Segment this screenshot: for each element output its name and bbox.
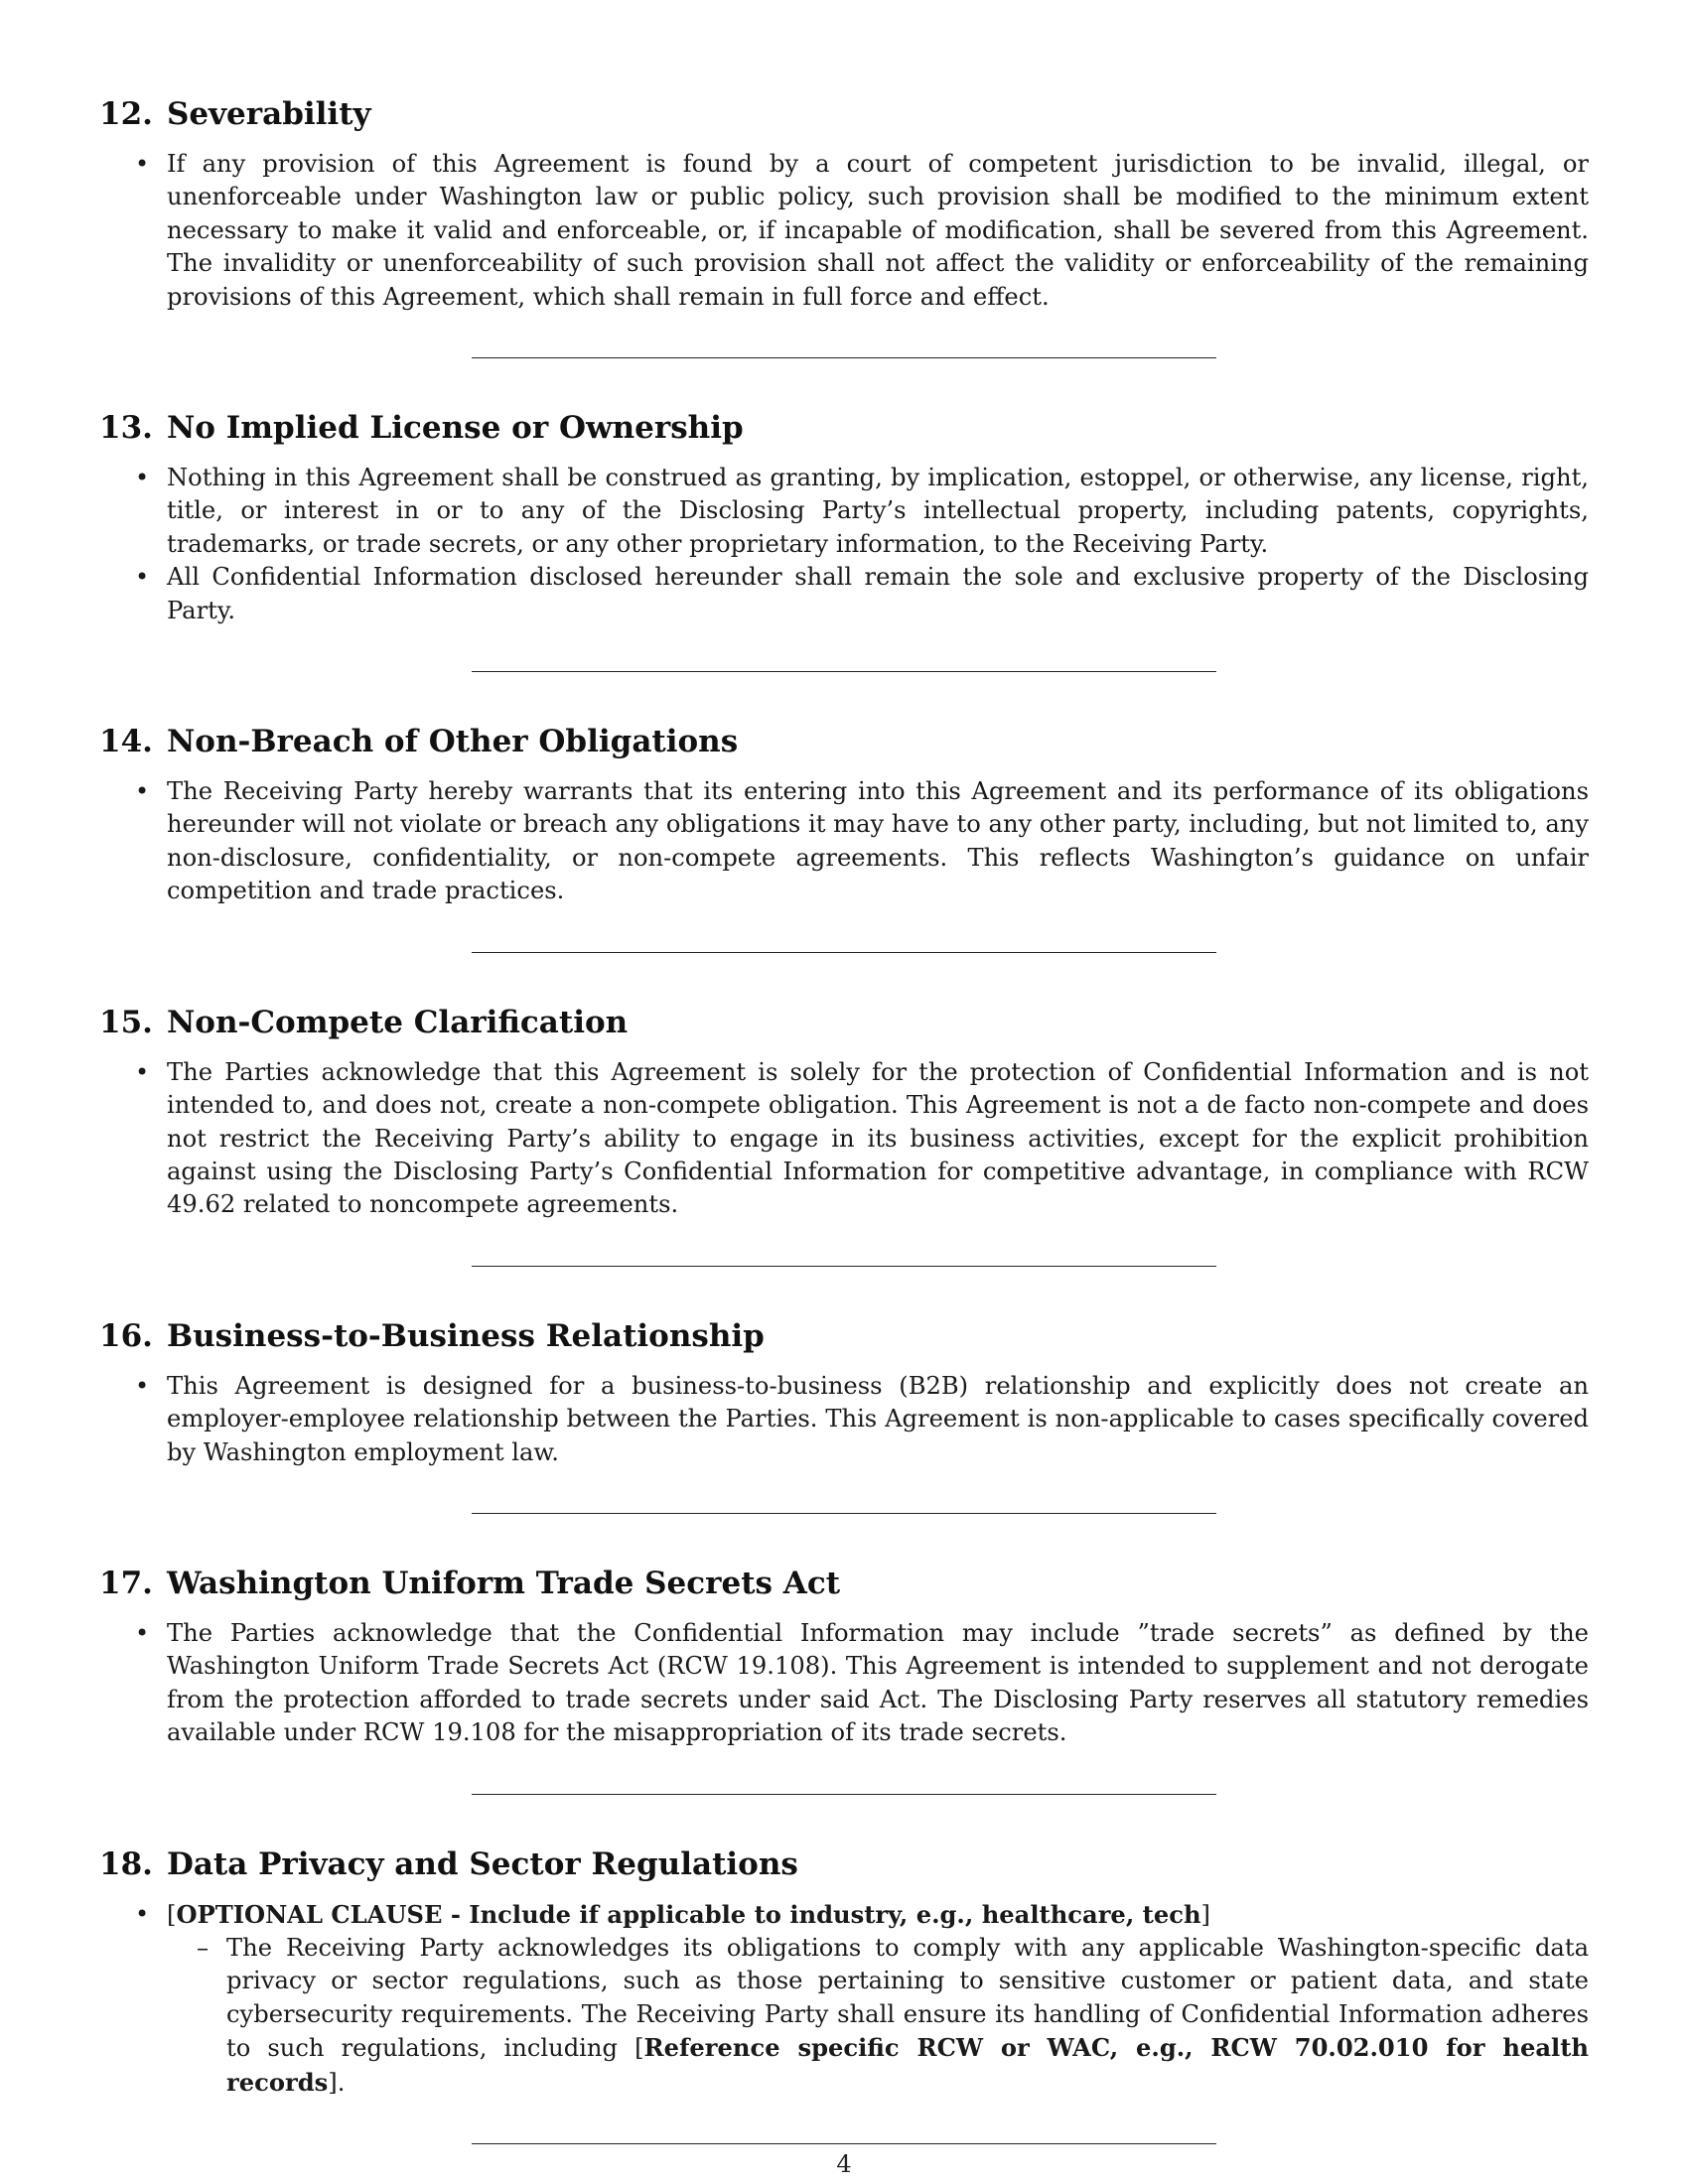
section-title: No Implied License or Ownership <box>166 410 744 447</box>
section-title: Washington Uniform Trade Secrets Act <box>166 1565 841 1601</box>
section-16 <box>99 1316 1589 1514</box>
bullet-list <box>99 775 1589 908</box>
section-number: 18. <box>99 1845 153 1882</box>
section-heading <box>99 1003 1589 1042</box>
optional-clause-label: OPTIONAL CLAUSE - Include if applicable to industry, e.g., healthcare, tech <box>176 1899 1201 1929</box>
section-number: 17. <box>99 1565 153 1601</box>
bullet-list <box>99 1056 1589 1222</box>
section-title: Severability <box>166 96 371 132</box>
section-15 <box>99 1003 1589 1267</box>
section-12 <box>99 94 1589 358</box>
page-number: 4 <box>836 2150 852 2178</box>
bullet-list <box>99 1898 1589 2100</box>
paragraph: This Agreement is designed for a business-to-business (B2B) relationship and explicitly does not create an employer-employee relationship between the Parties. This Agreement is non-applicable to cases specifically covered by Washington employment law. <box>167 1371 1589 1466</box>
paragraph: The Receiving Party hereby warrants that its entering into this Agreement and its performance of its obligations hereunder will not violate or breach any obligations it may have to any other party, including, but not limited to, any non-disclosure, confidentiality, or non-compete agreements. This reflects Washington’s guidance on unfair competition and trade practices. <box>167 777 1589 905</box>
list-item <box>99 148 1589 314</box>
sub-list-item <box>167 1932 1589 2100</box>
section-divider <box>472 2143 1216 2144</box>
section-heading <box>99 1316 1589 1356</box>
list-item <box>99 1617 1589 1750</box>
list-item <box>99 775 1589 908</box>
document-page <box>99 94 1589 2144</box>
bullet-icon: • <box>135 150 150 178</box>
bullet-list <box>99 1617 1589 1750</box>
section-heading <box>99 722 1589 761</box>
list-item <box>99 1056 1589 1222</box>
bracket-open: [ <box>167 1900 177 1929</box>
bullet-list <box>99 148 1589 314</box>
section-heading <box>99 408 1589 448</box>
section-heading <box>99 1844 1589 1884</box>
paragraph: If any provision of this Agreement is found by a court of competent jurisdiction to be invalid, illegal, or unenforceable under Washington law or public policy, such provision shall be modified to the minimum extent necessary to make it valid and enforceable, or, if incapable of modification, shall be severed from this Agreement. The invalidity or unenforceability of such provision shall not affect the validity or enforceability of the remaining provisions of this Agreement, which shall remain in full force and effect. <box>167 150 1589 311</box>
bullet-icon: • <box>135 1371 150 1400</box>
section-14 <box>99 722 1589 953</box>
paragraph: The Parties acknowledge that the Confidential Information may include ”trade secrets” as defined by the Washington Uniform Trade Secrets Act (RCW 19.108). This Agreement is intended to supplement and not derogate from the protection afforded to trade secrets under said Act. The Disclosing Party reserves all statutory remedies available under RCW 19.108 for the misappropriation of its trade secrets. <box>167 1618 1589 1747</box>
list-item <box>99 1898 1589 2100</box>
section-number: 13. <box>99 410 153 447</box>
section-heading <box>99 1564 1589 1603</box>
section-title: Business-to-Business Relationship <box>166 1317 765 1354</box>
sub-list <box>167 1932 1589 2100</box>
list-item <box>99 1370 1589 1469</box>
sub-paragraph-end: ]. <box>328 2068 346 2097</box>
bullet-icon: • <box>135 777 150 806</box>
paragraph: Nothing in this Agreement shall be construed as granting, by implication, estoppel, or otherwise, any license, right, title, or interest in or to any of the Disclosing Party’s intellectual property, including patents, copyrights, trademarks, or trade secrets, or any other proprietary information, to the Receiving Party. <box>167 464 1589 558</box>
bracket-close: ] <box>1200 1900 1210 1929</box>
paragraph: The Parties acknowledge that this Agreement is solely for the protection of Confidential Information and is not intended to, and does not, create a non-compete obligation. This Agreement is not a de facto non-compete and does not restrict the Receiving Party’s ability to engage in its business activities, except for the explicit prohibition against using the Disclosing Party’s Confidential Information for competitive advantage, in compliance with RCW 49.62 related to noncompete agreements. <box>167 1057 1589 1219</box>
section-title: Data Privacy and Sector Regulations <box>166 1845 798 1882</box>
bullet-icon: • <box>135 563 150 592</box>
section-title: Non-Breach of Other Obligations <box>166 724 739 760</box>
section-13 <box>99 408 1589 672</box>
list-item <box>99 561 1589 627</box>
reference-placeholder: Reference specific RCW or WAC, e.g., RCW 70.02.010 for health records <box>226 2033 1589 2097</box>
paragraph: All Confidential Information disclosed hereunder shall remain the sole and exclusive property of the Disclosing Party. <box>167 563 1589 624</box>
bullet-icon: • <box>135 1057 150 1086</box>
sub-paragraph: The Receiving Party acknowledges its obligations to comply with any applicable Washington-specific data privacy or sector regulations, such as those pertaining to sensitive customer or patient data, and state cybersecurity requirements. The Receiving Party shall ensure its handling of Confidential Information adheres to such regulations, including [ <box>226 1933 1589 2063</box>
section-heading <box>99 94 1589 134</box>
bullet-list <box>99 462 1589 627</box>
bullet-list <box>99 1370 1589 1469</box>
bullet-icon: • <box>135 1899 150 1928</box>
dash-icon: – <box>197 1933 210 1962</box>
section-number: 12. <box>99 96 153 132</box>
section-number: 16. <box>99 1317 153 1354</box>
bullet-icon: • <box>135 464 150 492</box>
section-17 <box>99 1564 1589 1795</box>
list-item <box>99 462 1589 561</box>
section-18 <box>99 1844 1589 2144</box>
bullet-icon: • <box>135 1618 150 1647</box>
section-number: 15. <box>99 1004 153 1040</box>
section-title: Non-Compete Clarification <box>166 1004 629 1040</box>
section-number: 14. <box>99 724 153 760</box>
